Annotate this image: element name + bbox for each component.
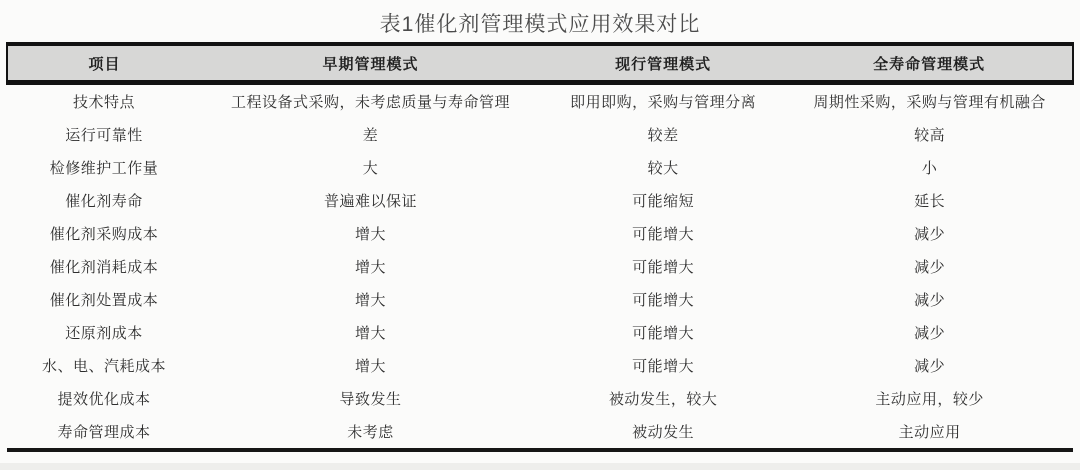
value-cell: 可能增大 bbox=[632, 226, 695, 243]
value-cell: 导致发生 bbox=[339, 391, 402, 408]
row-label-cell: 提效优化成本 bbox=[57, 391, 151, 408]
value-cell: 较大 bbox=[647, 160, 679, 177]
value-cell: 可能增大 bbox=[632, 292, 695, 309]
row-label-cell: 催化剂处置成本 bbox=[49, 292, 159, 309]
value-cell: 可能增大 bbox=[632, 358, 695, 375]
row-label-cell: 检修维护工作量 bbox=[49, 160, 159, 177]
value-cell: 主动应用，较少 bbox=[875, 391, 984, 408]
table-row bbox=[7, 316, 1073, 349]
value-cell: 减少 bbox=[914, 325, 946, 342]
header-current-mode: 现行管理模式 bbox=[540, 44, 786, 83]
comparison-table bbox=[6, 42, 1074, 452]
table-row bbox=[7, 151, 1073, 184]
table-row bbox=[7, 349, 1073, 382]
table-row bbox=[7, 83, 1073, 119]
value-cell: 可能增大 bbox=[632, 325, 695, 342]
value-cell: 主动应用 bbox=[898, 424, 961, 441]
table-row bbox=[7, 250, 1073, 283]
row-label-cell: 水、电、汽耗成本 bbox=[41, 358, 166, 375]
value-cell: 即用即购，采购与管理分离 bbox=[570, 94, 757, 111]
table-title: 表1催化剂管理模式应用效果对比 bbox=[379, 13, 701, 36]
value-cell: 普遍难以保证 bbox=[323, 193, 417, 210]
value-cell: 差 bbox=[362, 127, 379, 144]
row-label-cell: 技术特点 bbox=[72, 94, 135, 111]
value-cell: 可能增大 bbox=[632, 259, 695, 276]
value-cell: 被动发生 bbox=[632, 424, 695, 441]
value-cell: 小 bbox=[921, 160, 938, 177]
comparison-table-wrap bbox=[6, 42, 1074, 452]
value-cell: 减少 bbox=[914, 292, 946, 309]
table-header-row bbox=[7, 44, 1073, 83]
table-row bbox=[7, 118, 1073, 151]
table-row bbox=[7, 184, 1073, 217]
value-cell: 被动发生，较大 bbox=[608, 391, 718, 408]
header-early-mode: 早期管理模式 bbox=[201, 44, 540, 83]
value-cell: 减少 bbox=[914, 358, 946, 375]
value-cell: 周期性采购，采购与管理有机融合 bbox=[813, 94, 1046, 111]
row-label-cell: 还原剂成本 bbox=[65, 325, 143, 342]
table-body bbox=[7, 83, 1073, 451]
value-cell: 可能缩短 bbox=[632, 193, 695, 210]
value-cell: 工程设备式采购，未考虑质量与寿命管理 bbox=[230, 94, 510, 111]
row-label-cell: 催化剂采购成本 bbox=[49, 226, 159, 243]
value-cell: 增大 bbox=[354, 358, 386, 375]
table-row bbox=[7, 217, 1073, 250]
table-row bbox=[7, 382, 1073, 415]
value-cell: 减少 bbox=[914, 259, 946, 276]
value-cell: 减少 bbox=[914, 226, 946, 243]
value-cell: 较差 bbox=[647, 127, 679, 144]
header-item: 项目 bbox=[7, 44, 201, 83]
value-cell: 未考虑 bbox=[347, 424, 394, 441]
value-cell: 较高 bbox=[914, 127, 946, 144]
row-label-cell: 寿命管理成本 bbox=[57, 424, 151, 441]
header-lifecycle-mode: 全寿命管理模式 bbox=[786, 44, 1073, 83]
value-cell: 延长 bbox=[914, 193, 946, 210]
row-label-cell: 运行可靠性 bbox=[65, 127, 143, 144]
row-label-cell: 催化剂寿命 bbox=[65, 193, 143, 210]
value-cell: 大 bbox=[362, 160, 379, 177]
scan-artifact-strip bbox=[0, 463, 1080, 470]
row-label-cell: 催化剂消耗成本 bbox=[49, 259, 159, 276]
table-row bbox=[7, 415, 1073, 450]
value-cell: 增大 bbox=[354, 292, 386, 309]
value-cell: 增大 bbox=[354, 325, 386, 342]
table-row bbox=[7, 283, 1073, 316]
value-cell: 增大 bbox=[354, 259, 386, 276]
value-cell: 增大 bbox=[354, 226, 386, 243]
